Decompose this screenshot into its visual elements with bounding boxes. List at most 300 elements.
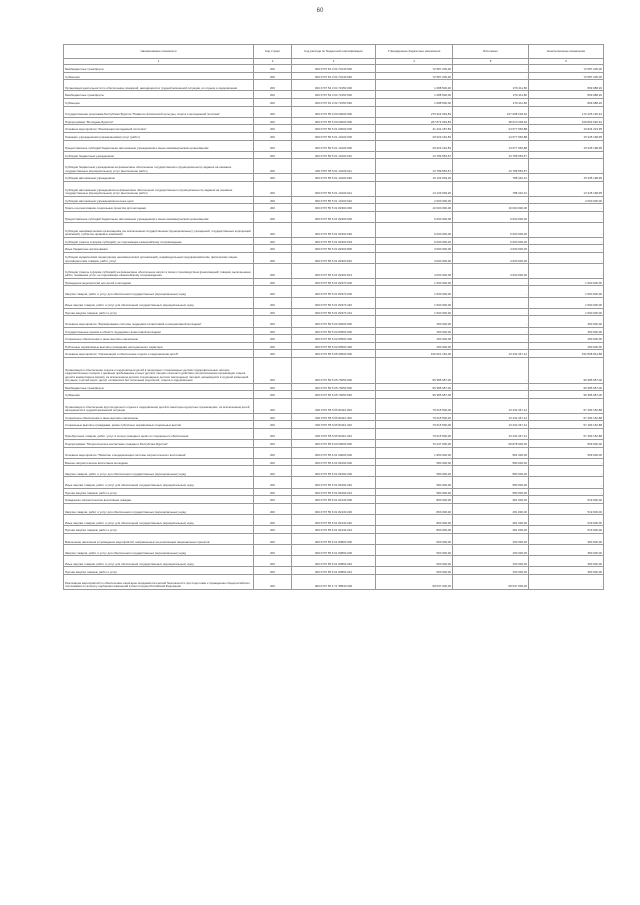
table-row — [64, 245, 604, 253]
table-row — [64, 237, 604, 245]
executed-amount-cell: 150 000,00 — [453, 533, 529, 544]
approved-amount-cell: 4 000 000,00 — [376, 264, 453, 279]
unexecuted-amount-cell: - — [529, 211, 604, 222]
header-unexecuted: Неисполненные назначения — [529, 45, 604, 59]
line-code-cell: 200 — [254, 237, 292, 245]
unexecuted-amount-cell: 569 000,00 — [529, 439, 604, 447]
table-row — [64, 428, 604, 439]
approved-amount-cell: 1 500 000,00 — [376, 278, 453, 286]
indicator-name-cell: Субвенции — [64, 98, 254, 106]
executed-amount-cell: 4 000 000,00 — [453, 252, 529, 263]
budget-code-cell: 000 0707 55 6 01 82130 200 — [292, 503, 376, 514]
table-row — [64, 391, 604, 399]
line-code-cell: 200 — [254, 196, 292, 204]
unexecuted-amount-cell: 809 088,20 — [529, 91, 604, 99]
approved-amount-cell: 6 000 000,00 — [376, 211, 453, 222]
line-code-cell: 200 — [254, 526, 292, 534]
unexecuted-amount-cell: 15 345 198,95 — [529, 132, 604, 140]
approved-amount-cell: 450 000,00 — [376, 342, 453, 350]
table-row — [64, 350, 604, 358]
indicator-name-cell: Военно-патриотическое воспитание молодежи — [64, 458, 254, 466]
executed-amount-cell: 68 647 000,00 — [453, 574, 529, 589]
indicator-name-cell: Основное мероприятие "Организация и обеспечение отдыха и оздоровления детей" — [64, 350, 254, 358]
indicator-name-cell: Закупка товаров, работ и услуг для обеспечения государственных (муниципальных) нужд — [64, 286, 254, 297]
unexecuted-amount-cell: 350 000,00 — [529, 556, 604, 567]
approved-amount-cell: 450 000,00 — [376, 316, 453, 327]
approved-amount-cell: 70 447 000,00 — [376, 439, 453, 447]
approved-amount-cell: 95 385 687,00 — [376, 391, 453, 399]
approved-amount-cell: 580 000,00 — [376, 458, 453, 466]
table-row — [64, 357, 604, 383]
indicator-name-cell: Субсидии (гранты в форме субсидий), не подлежащие казначейскому сопровождению — [64, 237, 254, 245]
unexecuted-amount-cell: 57 183 152,88 — [529, 398, 604, 413]
executed-amount-cell: 14 577 963,88 — [453, 140, 529, 151]
table-row — [64, 526, 604, 534]
line-code-cell: 200 — [254, 327, 292, 335]
table-row — [64, 286, 604, 297]
budget-code-cell: 000 0707 55 5 01 82300 000 — [292, 204, 376, 212]
approved-amount-cell: 500 000,00 — [376, 556, 453, 567]
unexecuted-amount-cell: 519 000,00 — [529, 515, 604, 526]
header-line-code: Код строки — [254, 45, 292, 59]
budget-code-cell: 000 0707 55 5 05 82110 000 — [292, 398, 376, 413]
executed-amount-cell: 13 432 347,12 — [453, 350, 529, 358]
executed-amount-cell: 279 411,80 — [453, 98, 529, 106]
budget-code-cell: 000 0707 55 5 01 82370 000 — [292, 278, 376, 286]
unexecuted-amount-cell: - — [529, 159, 604, 174]
executed-amount-cell: 4 000 000,00 — [453, 245, 529, 253]
unexecuted-amount-cell: - — [529, 245, 604, 253]
indicator-name-cell: Организация и обеспечение отдыха и оздоровления детей в загородных стационарных детских оздоровительных лагерях, оздоровительных лагерях с дневным пребыванием и иных детских лагерях сезонного действия (за исключением организации отдыха детей в каникулярное время), за исключением детских стационарных детских (загородных) лагерей, находящихся в трудной жизненной ситуации, и детей-сирот, детей, оставшихся без попечения родителей, отдыха и оздоровления — [64, 357, 254, 383]
approved-amount-cell: 580 000,00 — [376, 466, 453, 477]
budget-code-cell: 000 0707 54 3 04 73140 530 — [292, 72, 376, 80]
approved-amount-cell: 800 000,00 — [376, 526, 453, 534]
budget-code-cell: 000 0707 55 5 05 82110 320 — [292, 421, 376, 429]
approved-amount-cell: 800 000,00 — [376, 503, 453, 514]
budget-execution-table — [63, 44, 604, 590]
line-code-cell: 200 — [254, 503, 292, 514]
budget-code-cell: 000 0707 55 5 01 82300 810 — [292, 252, 376, 263]
line-code-cell: 200 — [254, 383, 292, 391]
table-row — [64, 327, 604, 335]
executed-amount-cell: 38 010 318,92 — [453, 117, 529, 125]
table-row — [64, 132, 604, 140]
indicator-name-cell: Иные закупки товаров, работ и услуг для обеспечения государственных (муниципальных) нужд — [64, 556, 254, 567]
line-code-cell: 200 — [254, 297, 292, 308]
executed-amount-cell: - — [453, 316, 529, 327]
executed-amount-cell: 13 432 347,12 — [453, 398, 529, 413]
table-row — [64, 181, 604, 196]
approved-amount-cell: 800 000,00 — [376, 515, 453, 526]
indicator-name-cell: Субвенции — [64, 391, 254, 399]
header-budget-classification: Код расхода по бюджетной классификации — [292, 45, 376, 59]
table-row — [64, 308, 604, 316]
table-row — [64, 421, 604, 429]
line-code-cell: 200 — [254, 439, 292, 447]
table-row — [64, 316, 604, 327]
budget-code-cell: 000 0707 55 5 02 83500 330 — [292, 342, 376, 350]
indicator-name-cell: Прочая закупка товаров, работ и услуг — [64, 488, 254, 496]
table-row — [64, 342, 604, 350]
approved-amount-cell: 70 615 500,00 — [376, 428, 453, 439]
unexecuted-amount-cell: 519 000,00 — [529, 496, 604, 504]
line-code-cell: 200 — [254, 211, 292, 222]
indicator-name-cell: Субсидии автономным учреждениям на финансовое обеспечение государственного (муниципального) задания на оказание государственных (муниципальных) услуг (выполнение работ) — [64, 181, 254, 196]
approved-amount-cell: 95 385 687,00 — [376, 383, 453, 391]
executed-amount-cell: 13 789 553,57 — [453, 159, 529, 174]
table-row — [64, 496, 604, 504]
executed-amount-cell: - — [453, 383, 529, 391]
unexecuted-amount-cell: 13 345 198,95 — [529, 181, 604, 196]
budget-code-cell: 000 0707 54 3 04 73140 500 — [292, 65, 376, 73]
line-code-cell: 200 — [254, 98, 292, 106]
budget-code-cell: 000 0707 55 5 01 00000 000 — [292, 125, 376, 133]
table-row — [64, 413, 604, 421]
line-code-cell: 200 — [254, 477, 292, 488]
approved-amount-cell: 1 950 000,00 — [376, 447, 453, 458]
indicator-name-cell: Субвенции — [64, 72, 254, 80]
executed-amount-cell: 13 432 347,12 — [453, 413, 529, 421]
executed-amount-cell: - — [453, 357, 529, 383]
line-code-cell: 200 — [254, 117, 292, 125]
table-row — [64, 106, 604, 117]
indicator-name-cell: Проведение мероприятий для детей и молодежи — [64, 278, 254, 286]
line-code-cell: 200 — [254, 567, 292, 575]
approved-amount-cell: 70 615 500,00 — [376, 413, 453, 421]
executed-amount-cell: 281 000,00 — [453, 515, 529, 526]
unexecuted-amount-cell: 350 000,00 — [529, 533, 604, 544]
table-row — [64, 335, 604, 343]
budget-code-cell: 000 0707 55 6 01 81090 200 — [292, 466, 376, 477]
executed-amount-cell: 6 000 000,00 — [453, 211, 529, 222]
executed-amount-cell: 107 098 218,92 — [453, 106, 529, 117]
indicator-name-cell: Закупка товаров, работ и услуг для обеспечения государственных (муниципальных) нужд — [64, 545, 254, 556]
unexecuted-amount-cell: 1 500 000,00 — [529, 278, 604, 286]
budget-code-cell: 000 0707 54 3 04 73150 530 — [292, 98, 376, 106]
unexecuted-amount-cell: 152 568 814,88 — [529, 350, 604, 358]
budget-code-cell: 000 0707 55 6 01 82130 244 — [292, 526, 376, 534]
budget-code-cell: 000 0707 55 0 00 00000 000 — [292, 106, 376, 117]
table-row — [64, 567, 604, 575]
line-code-cell: 200 — [254, 91, 292, 99]
executed-amount-cell: 580 000,00 — [453, 477, 529, 488]
table-row — [64, 278, 604, 286]
indicator-name-cell: Иные закупки товаров, работ и услуг для обеспечения государственных (муниципальных) нужд — [64, 515, 254, 526]
executed-amount-cell: 24 577 963,88 — [453, 125, 529, 133]
unexecuted-amount-cell: 57 183 152,88 — [529, 413, 604, 421]
approved-amount-cell: 14 133 609,26 — [376, 181, 453, 196]
executed-amount-cell: 13 432 347,12 — [453, 428, 529, 439]
executed-amount-cell: 150 000,00 — [453, 567, 529, 575]
line-code-cell: 200 — [254, 80, 292, 91]
budget-code-cell: 000 0707 55 6 01 83800 000 — [292, 533, 376, 544]
line-code-cell: 200 — [254, 174, 292, 182]
approved-amount-cell: 4 000 000,00 — [376, 252, 453, 263]
line-code-cell: 200 — [254, 222, 292, 237]
unexecuted-amount-cell: 519 000,00 — [529, 526, 604, 534]
executed-amount-cell: 6 000 000,00 — [453, 237, 529, 245]
unexecuted-amount-cell: 72 587 200,00 — [529, 65, 604, 73]
table-row — [64, 65, 604, 73]
table-row — [64, 252, 604, 263]
line-code-cell: 200 — [254, 398, 292, 413]
budget-code-cell: 000 0707 55 6 01 83800 200 — [292, 545, 376, 556]
table-row — [64, 503, 604, 514]
unexecuted-amount-cell: - — [529, 574, 604, 589]
executed-amount-cell: 580 000,00 — [453, 488, 529, 496]
unexecuted-amount-cell: - — [529, 204, 604, 212]
executed-amount-cell: 13 789 553,57 — [453, 151, 529, 159]
table-row — [64, 545, 604, 556]
executed-amount-cell: - — [453, 327, 529, 335]
approved-amount-cell: 1 500 000,00 — [376, 308, 453, 316]
approved-amount-cell: 70 615 500,00 — [376, 421, 453, 429]
line-code-cell: 200 — [254, 447, 292, 458]
executed-amount-cell: 581 000,00 — [453, 447, 529, 458]
line-code-cell: 200 — [254, 488, 292, 496]
executed-amount-cell: 279 411,80 — [453, 80, 529, 91]
executed-amount-cell: - — [453, 342, 529, 350]
line-code-cell: 200 — [254, 278, 292, 286]
indicator-name-cell: Субсидии юридическим лицам (кроме некоммерческих организаций), индивидуальным предпринимателям, физическим лицам - производителям товаров, работ, услуг — [64, 252, 254, 263]
line-code-cell: 200 — [254, 204, 292, 212]
line-code-cell: 200 — [254, 533, 292, 544]
budget-code-cell: 000 0707 55 5 05 82110 323 — [292, 428, 376, 439]
indicator-name-cell: Оказание учреждениями (организациями) услуг (работ) — [64, 132, 254, 140]
approved-amount-cell: 580 000,00 — [376, 477, 453, 488]
indicator-name-cell: Прочая закупка товаров, работ и услуг — [64, 526, 254, 534]
approved-amount-cell: 207 873 349,83 — [376, 117, 453, 125]
executed-amount-cell: 580 000,00 — [453, 458, 529, 466]
indicator-name-cell: Социальное обеспечение и иные выплаты населению — [64, 413, 254, 421]
line-code-cell: 200 — [254, 413, 292, 421]
budget-code-cell: 000 0707 55 5 02 00000 000 — [292, 316, 376, 327]
indicator-name-cell: Социальное обеспечение и иные выплаты населению — [64, 335, 254, 343]
executed-amount-cell: - — [453, 297, 529, 308]
table-row — [64, 98, 604, 106]
table-row — [64, 211, 604, 222]
table-row — [64, 91, 604, 99]
header-executed: Исполнено — [453, 45, 529, 59]
line-code-cell: 200 — [254, 264, 292, 279]
indicator-name-cell: Социальные выплаты гражданам, кроме публичных нормативных социальных выплат — [64, 421, 254, 429]
approved-amount-cell: 6 000 000,00 — [376, 237, 453, 245]
executed-amount-cell: 788 410,31 — [453, 174, 529, 182]
table-row — [64, 574, 604, 589]
line-code-cell: 200 — [254, 574, 292, 589]
column-number: 2 — [254, 59, 292, 65]
budget-code-cell: 000 0707 55 5 01 10100 611 — [292, 159, 376, 174]
budget-code-cell: 000 0707 54 3 04 73150 000 — [292, 80, 376, 91]
executed-amount-cell: 13 432 347,12 — [453, 421, 529, 429]
executed-amount-cell: 580 000,00 — [453, 466, 529, 477]
indicator-name-cell: Закупка товаров, работ и услуг для обеспечения государственных (муниципальных) нужд — [64, 503, 254, 514]
indicator-name-cell: Приобретение товаров, работ, услуг в пользу граждан в целях их социального обеспечения — [64, 428, 254, 439]
table-row — [64, 447, 604, 458]
unexecuted-amount-cell: - — [529, 222, 604, 237]
budget-code-cell: 000 0707 55 5 01 82370 200 — [292, 286, 376, 297]
unexecuted-amount-cell: 1 500 000,00 — [529, 308, 604, 316]
table-row — [64, 515, 604, 526]
unexecuted-amount-cell: 569 000,00 — [529, 447, 604, 458]
approved-amount-cell: 500 000,00 — [376, 567, 453, 575]
unexecuted-amount-cell: - — [529, 458, 604, 466]
approved-amount-cell: 13 789 553,57 — [376, 159, 453, 174]
table-row — [64, 477, 604, 488]
line-code-cell: 200 — [254, 458, 292, 466]
indicator-name-cell: Основное мероприятие "Реализация молодежной политики" — [64, 125, 254, 133]
line-code-cell: 200 — [254, 515, 292, 526]
unexecuted-amount-cell: 450 000,00 — [529, 316, 604, 327]
line-code-cell: 200 — [254, 125, 292, 133]
budget-code-cell: 000 0707 55 5 01 82370 244 — [292, 308, 376, 316]
budget-code-cell: 000 0707 55 5 01 10100 622 — [292, 196, 376, 204]
unexecuted-amount-cell: 95 385 687,00 — [529, 391, 604, 399]
unexecuted-amount-cell: - — [529, 237, 604, 245]
indicator-name-cell: Субсидии некоммерческим организациям (за исключением государственных (муниципальных) учреждений, государственных корпораций (компаний), публично-правовых компаний) — [64, 222, 254, 237]
unexecuted-amount-cell: 1 500 000,00 — [529, 286, 604, 297]
line-code-cell: 200 — [254, 286, 292, 297]
approved-amount-cell: 1 500 000,00 — [376, 286, 453, 297]
line-code-cell: 200 — [254, 421, 292, 429]
indicator-name-cell: Субсидии автономным учреждениям на иные цели — [64, 196, 254, 204]
budget-code-cell: 000 0707 55 5 01 82300 813 — [292, 264, 376, 279]
indicator-name-cell: Предоставление субсидий бюджетным, автономным учреждениям и иным некоммерческим организациям — [64, 140, 254, 151]
approved-amount-cell: 13 789 553,57 — [376, 151, 453, 159]
approved-amount-cell: 2 000 000,00 — [376, 196, 453, 204]
executed-amount-cell: 10 000 000,00 — [453, 204, 529, 212]
executed-amount-cell: - — [453, 72, 529, 80]
budget-code-cell: 000 0707 55 5 01 82300 800 — [292, 245, 376, 253]
approved-amount-cell: 800 000,00 — [376, 496, 453, 504]
approved-amount-cell: 450 000,00 — [376, 327, 453, 335]
indicator-name-cell: Иные бюджетные ассигнования — [64, 245, 254, 253]
approved-amount-cell: 1 088 500,00 — [376, 98, 453, 106]
indicator-name-cell: Реализация мероприятий по обеспечению санитарно-эпидемиологической безопасности при подготовке к проведению общероссийского голосования по вопросу одобрения изменений в Конституцию Российской Федерации — [64, 574, 254, 589]
line-code-cell: 200 — [254, 350, 292, 358]
indicator-name-cell: Организация и обеспечение круглогодичного отдыха и оздоровления детей в санаторно-курортных организациях, за исключением детей, находящихся в трудной жизненной ситуации — [64, 398, 254, 413]
unexecuted-amount-cell: 57 183 152,88 — [529, 421, 604, 429]
indicator-name-cell: Гражданско-патриотическое воспитание граждан — [64, 496, 254, 504]
unexecuted-amount-cell: 519 000,00 — [529, 503, 604, 514]
table-header-row — [64, 45, 604, 59]
line-code-cell: 200 — [254, 496, 292, 504]
indicator-name-cell: Основное мероприятие "Развитие и модернизация системы патриотического воспитания" — [64, 447, 254, 458]
table-row — [64, 125, 604, 133]
line-code-cell: 200 — [254, 252, 292, 263]
table-row — [64, 151, 604, 159]
budget-code-cell: 000 0707 54 3 04 73150 500 — [292, 91, 376, 99]
executed-amount-cell: - — [453, 335, 529, 343]
approved-amount-cell: 10 000 000,00 — [376, 204, 453, 212]
line-code-cell: 200 — [254, 65, 292, 73]
indicator-name-cell: Межбюджетные трансферты — [64, 383, 254, 391]
unexecuted-amount-cell: 1 500 000,00 — [529, 297, 604, 308]
line-code-cell: 200 — [254, 140, 292, 151]
indicator-name-cell: Публичные нормативные выплаты гражданам несоциального характера — [64, 342, 254, 350]
line-code-cell: 200 — [254, 342, 292, 350]
unexecuted-amount-cell: 95 385 687,00 — [529, 383, 604, 391]
approved-amount-cell: 580 000,00 — [376, 488, 453, 496]
unexecuted-amount-cell: 15 345 198,95 — [529, 140, 604, 151]
executed-amount-cell: 281 000,00 — [453, 496, 529, 504]
unexecuted-amount-cell: 2 000 000,00 — [529, 196, 604, 204]
indicator-name-cell: Предоставление субсидий бюджетным, автономным учреждениям и иным некоммерческим организациям — [64, 211, 254, 222]
approved-amount-cell: 16 133 609,26 — [376, 174, 453, 182]
unexecuted-amount-cell: - — [529, 264, 604, 279]
column-number: 6 — [529, 59, 604, 65]
budget-code-cell: 000 0707 55 5 05 82110 300 — [292, 413, 376, 421]
unexecuted-amount-cell: 809 088,20 — [529, 98, 604, 106]
table-row — [64, 117, 604, 125]
table-row — [64, 222, 604, 237]
approved-amount-cell: 29 923 162,83 — [376, 132, 453, 140]
table-row — [64, 140, 604, 151]
unexecuted-amount-cell: 57 183 152,88 — [529, 428, 604, 439]
budget-code-cell: 000 0707 55 5 01 10100 600 — [292, 140, 376, 151]
line-code-cell: 200 — [254, 428, 292, 439]
line-code-cell: 200 — [254, 316, 292, 327]
indicator-name-cell: Подпрограмма "Молодежь Бурятии" — [64, 117, 254, 125]
budget-code-cell: 000 0707 55 6 01 81090 000 — [292, 458, 376, 466]
unexecuted-amount-cell: - — [529, 477, 604, 488]
table-row — [64, 264, 604, 279]
line-code-cell: 200 — [254, 357, 292, 383]
executed-amount-cell: 69 878 000,00 — [453, 439, 529, 447]
table-row — [64, 439, 604, 447]
approved-amount-cell: 166 001 162,00 — [376, 350, 453, 358]
budget-code-cell: 000 0707 55 6 Y1 58530 000 — [292, 574, 376, 589]
unexecuted-amount-cell: 350 000,00 — [529, 567, 604, 575]
budget-code-cell: 000 0707 55 6 01 82130 000 — [292, 496, 376, 504]
unexecuted-amount-cell: 350 000,00 — [529, 545, 604, 556]
indicator-name-cell: Прочая закупка товаров, работ и услуг — [64, 308, 254, 316]
budget-code-cell: 000 0707 55 5 01 10100 000 — [292, 132, 376, 140]
approved-amount-cell: 41 422 187,83 — [376, 125, 453, 133]
executed-amount-cell: 150 000,00 — [453, 545, 529, 556]
approved-amount-cell: 70 615 500,00 — [376, 398, 453, 413]
unexecuted-amount-cell: - — [529, 466, 604, 477]
line-code-cell: 200 — [254, 245, 292, 253]
indicator-name-cell: Субсидии бюджетным учреждениям — [64, 151, 254, 159]
unexecuted-amount-cell: 450 000,00 — [529, 342, 604, 350]
line-code-cell: 200 — [254, 181, 292, 196]
executed-amount-cell: 281 000,00 — [453, 526, 529, 534]
indicator-name-cell: Иные закупки товаров, работ и услуг для обеспечения государственных (муниципальных) нужд — [64, 297, 254, 308]
table-body — [64, 65, 604, 590]
column-number: 1 — [64, 59, 254, 65]
indicator-name-cell: Вовлечение населения в проведение мероприятий, направленных на реализацию национальных проектов — [64, 533, 254, 544]
indicator-name-cell: Государственная программа Республики Бурятия "Развитие физической культуры, спорта и молодежной политики" — [64, 106, 254, 117]
approved-amount-cell: 500 000,00 — [376, 545, 453, 556]
executed-amount-cell: 281 000,00 — [453, 503, 529, 514]
budget-code-cell: 000 0707 55 6 01 83800 244 — [292, 567, 376, 575]
table-row — [64, 488, 604, 496]
line-code-cell: 200 — [254, 132, 292, 140]
approved-amount-cell: 1 088 500,00 — [376, 91, 453, 99]
indicator-name-cell: Закупка товаров, работ и услуг для обеспечения государственных (муниципальных) нужд — [64, 466, 254, 477]
line-code-cell: 200 — [254, 466, 292, 477]
table-row — [64, 80, 604, 91]
unexecuted-amount-cell: 72 587 200,00 — [529, 72, 604, 80]
unexecuted-amount-cell: 95 385 687,00 — [529, 357, 604, 383]
budget-code-cell: 000 0707 55 6 00 00000 000 — [292, 439, 376, 447]
unexecuted-amount-cell: 172 225 130,91 — [529, 106, 604, 117]
approved-amount-cell: 4 000 000,00 — [376, 245, 453, 253]
approved-amount-cell: 68 647 000,00 — [376, 574, 453, 589]
executed-amount-cell: - — [453, 391, 529, 399]
executed-amount-cell: - — [453, 65, 529, 73]
